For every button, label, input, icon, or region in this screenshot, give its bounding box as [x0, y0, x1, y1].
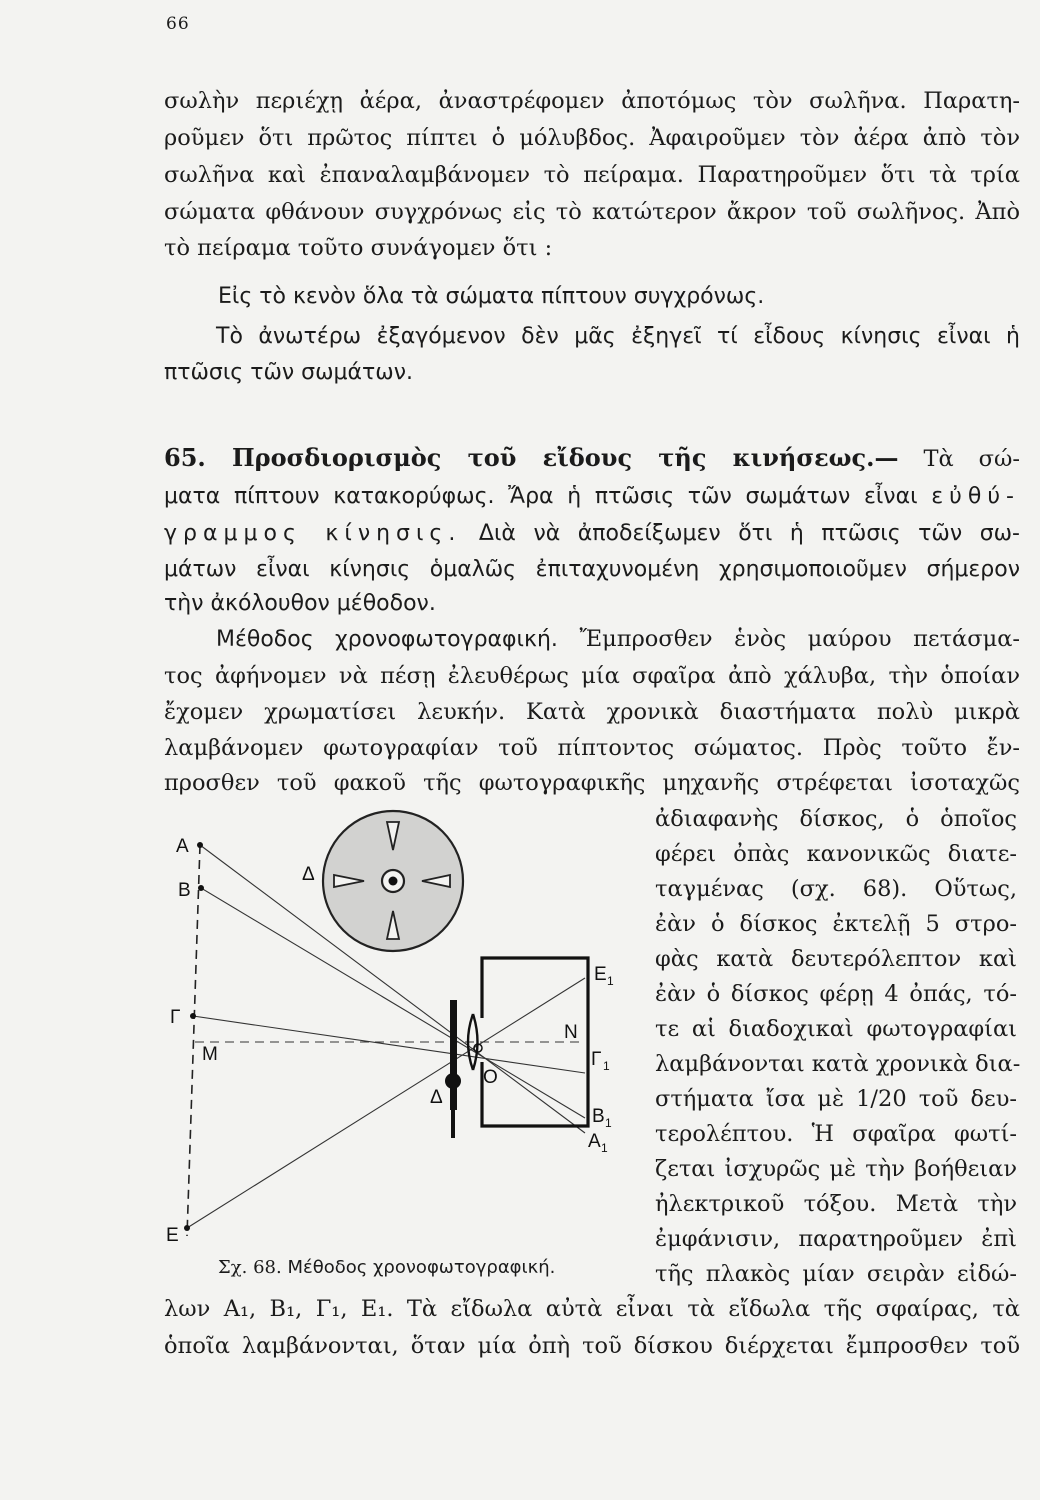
method-heading-line [216, 624, 1020, 655]
label-g: Γ [170, 1007, 181, 1028]
text-line: τερολέπτου. Ἡ σφαῖρα φωτί- [655, 1121, 1017, 1147]
text-line: ἀδιαφανὴς δίσκος, ὁ ὁποῖος [655, 806, 1017, 832]
label-m: Μ [202, 1044, 218, 1065]
label-subscript: 1 [605, 1116, 612, 1130]
text-line: λαμβάνονται κατὰ χρονικὰ δια- [655, 1051, 1021, 1077]
text-span: Διὰ νὰ ἀποδείξωμεν ὅτι ἡ πτῶσις τῶν σω- [478, 521, 1020, 546]
text-line: φὰς κατὰ δευτερόλεπτον καὶ [655, 946, 1017, 972]
label-a1: Α [588, 1131, 601, 1152]
text-line: σωλῆνα καὶ ἐπαναλαμβάνομεν τὸ πείραμα. Παρατηροῦμεν ὅτι τὰ τρία [164, 162, 1020, 188]
text-line: λων Α₁, Β₁, Γ₁, Ε₁. Τὰ εἴδωλα αὐτὰ εἶναι τὰ εἴδωλα τῆς σφαίρας, τὰ [164, 1296, 1020, 1322]
shutter-axle [445, 1073, 461, 1089]
section-number: 65 [164, 443, 198, 472]
text-line: στήματα ἴσα μὲ 1/20 τοῦ δευ- [655, 1086, 1017, 1112]
label-o: Ο [483, 1067, 498, 1088]
label-g1: Γ [591, 1049, 602, 1070]
method-name: Μέθοδος χρονοφωτογραφική. [216, 627, 558, 652]
text-line: τῆς πλακὸς μίαν σειρὰν εἰδώ- [655, 1261, 1017, 1287]
text-line: πτῶσις τῶν σωμάτων. [164, 360, 413, 385]
label-n: Ν [564, 1022, 578, 1043]
text-line: προσθεν τοῦ φακοῦ τῆς φωτογραφικῆς μηχανῆς στρέφεται ἰσοταχῶς [164, 770, 1020, 796]
section-heading-line: 65. Προσδιορισμὸς τοῦ εἴδους τῆς κινήσεως.— Τὰ σώ- [164, 443, 1020, 472]
point-e [184, 1225, 190, 1231]
label-b: Β [178, 880, 191, 901]
figure-caption [218, 1257, 555, 1278]
text-line [164, 482, 1020, 512]
text-line: φέρει ὀπὰς κανονικῶς διατε- [655, 841, 1017, 867]
text-line: ἐὰν ὁ δίσκος ἐκτελῇ 5 στρο- [655, 911, 1017, 937]
point-b [198, 885, 204, 891]
text-line: σώματα φθάνουν συγχρόνως εἰς τὸ κατώτερον ἄκρον τοῦ σωλῆνος. Ἀπὸ [164, 199, 1020, 225]
text-line [164, 519, 1020, 549]
label-e: Ε [166, 1225, 179, 1246]
section-title: Προσδιορισμὸς τοῦ εἴδους τῆς κινήσεως.— [231, 443, 899, 472]
text-line: ἐμφάνισιν, παρατηροῦμεν ἐπὶ [655, 1226, 1017, 1252]
label-e1: Ε [594, 964, 607, 985]
spaced-term: γραμμος κίνησις. [164, 521, 462, 546]
point-a [197, 842, 203, 848]
text-line: ἐὰν ὁ δίσκος φέρῃ 4 ὀπάς, τό- [655, 981, 1017, 1007]
text-line: ἔχομεν χρωματίσει λευκήν. Κατὰ χρονικὰ διαστήματα πολὺ μικρὰ [164, 699, 1020, 725]
text-line: ἠλεκτρικοῦ τόξου. Μετὰ τὴν [655, 1191, 1017, 1217]
disk-axle [389, 877, 398, 886]
text-line: μάτων εἶναι κίνησις ὁμαλῶς ἐπιταχυνομένη χρησιμοποιοῦμεν σήμερον [164, 557, 1020, 582]
text-line: Τὸ ἀνωτέρω ἐξαγόμενον δὲν μᾶς ἐξηγεῖ τί εἶδους κίνησις εἶναι ἡ [216, 324, 1020, 349]
text-line: τος ἀφήνομεν νὰ πέσῃ ἐλευθέρως μία σφαῖρα ἀπὸ χάλυβα, τὴν ὁποίαν [164, 663, 1020, 689]
point-g [190, 1013, 196, 1019]
text-span: Ἔμπροσθεν ἑνὸς μαύρου πετάσμα- [579, 626, 1020, 652]
fall-path-dashed-line [187, 845, 200, 1236]
section-title-tail: Τὰ σώ- [923, 446, 1020, 472]
page-number: 66 [166, 14, 190, 34]
text-line: τὸ πείραμα τοῦτο συνάγομεν ὅτι : [164, 235, 553, 261]
caption-label: Σχ. 68. [218, 1257, 282, 1278]
label-delta-disk: Δ [302, 864, 315, 885]
label-subscript: 1 [603, 1059, 610, 1073]
text-line: τε αἱ διαδοχικαὶ φωτογραφίαι [655, 1016, 1017, 1042]
text-line: ζεται ἰσχυρῶς μὲ τὴν βοήθειαν [655, 1156, 1017, 1182]
conclusion-statement: Εἰς τὸ κενὸν ὅλα τὰ σώματα πίπτουν συγχρόνως. [218, 284, 765, 309]
text-line: λαμβάνομεν φωτογραφίαν τοῦ πίπτοντος σώματος. Πρὸς τοῦτο ἔν- [164, 735, 1020, 761]
text-line: ροῦμεν ὅτι πρῶτος πίπτει ὁ μόλυβδος. Ἀφαιροῦμεν τὸν ἀέρα ἀπὸ τὸν [164, 125, 1020, 151]
spaced-term: εὐθύ- [931, 484, 1020, 509]
label-subscript: 1 [601, 1141, 608, 1155]
label-a: Α [176, 836, 189, 857]
text-line: τὴν ἀκόλουθον μέθοδον. [164, 591, 436, 616]
text-line: ὁποῖα λαμβάνονται, ὅταν μία ὀπὴ τοῦ δίσκου διέρχεται ἔμπροσθεν τοῦ [164, 1333, 1020, 1359]
text-line: σωλὴν περιέχῃ ἀέρα, ἀναστρέφομεν ἀποτόμως τὸν σωλῆνα. Παρατη- [164, 88, 1020, 114]
label-b1: Β [592, 1106, 605, 1127]
caption-text: Μέθοδος χρονοφωτογραφική. [287, 1257, 556, 1278]
label-delta-shutter: Δ [430, 1087, 443, 1108]
text-line: ταγμένας (σχ. 68). Οὕτως, [655, 876, 1017, 902]
text-span: ματα πίπτουν κατακορύφως. Ἄρα ἡ πτῶσις τῶν σωμάτων εἶναι [164, 484, 918, 509]
label-subscript: 1 [607, 974, 614, 988]
chronophotography-figure [160, 788, 640, 1258]
